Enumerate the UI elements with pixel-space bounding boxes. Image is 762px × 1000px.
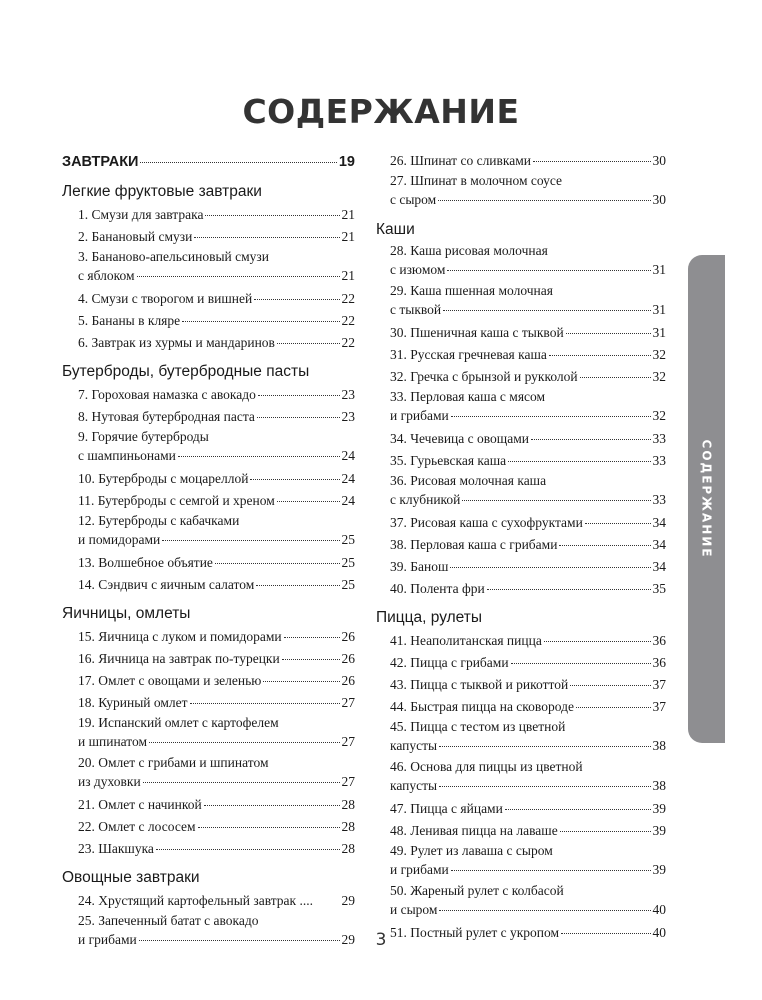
toc-entry — [376, 882, 666, 922]
toc-entry — [62, 714, 355, 754]
leader-dots — [190, 703, 340, 704]
toc-entry — [376, 696, 666, 718]
leader-dots — [215, 563, 340, 564]
entry-title: 15. Яичница с луком и помидорами — [78, 629, 282, 644]
page-ref: 37 — [652, 699, 666, 714]
leader-dots — [451, 870, 651, 871]
toc-entry — [62, 794, 355, 816]
toc-entry — [376, 172, 666, 212]
page-ref: 37 — [652, 677, 666, 692]
toc-entry — [376, 578, 666, 600]
entry-title: 32. Гречка с брынзой и рукколой — [390, 369, 578, 384]
entry-title: 43. Пицца с тыквой и рикоттой — [390, 677, 569, 692]
entry-title: 16. Яичница на завтрак по-турецки — [78, 651, 280, 666]
leader-dots — [149, 742, 339, 743]
toc-entry — [376, 282, 666, 322]
page-ref: 26 — [341, 651, 355, 666]
toc-group-heading: Легкие фруктовые завтраки — [62, 183, 262, 200]
entry-title: 17. Омлет с овощами и зеленью — [78, 673, 262, 688]
page-ref: 38 — [652, 738, 666, 753]
entry-title: 26. Шпинат со сливками — [390, 153, 532, 168]
entry-title: 30. Пшеничная каша с тыквой — [390, 325, 564, 340]
page-ref: 40 — [652, 902, 666, 917]
toc-entry — [62, 248, 355, 288]
leader-dots — [143, 782, 340, 783]
entry-title: 41. Неаполитанская пицца — [390, 633, 542, 648]
toc-entry — [376, 450, 666, 472]
entry-title-line: 20. Омлет с грибами и шпинатом — [78, 755, 269, 770]
toc-group-heading: Пицца, рулеты — [376, 609, 483, 626]
toc-entry — [62, 552, 355, 574]
page-ref: 40 — [652, 925, 666, 940]
entry-title: 35. Гурьевская каша — [390, 453, 507, 468]
toc-entry — [376, 150, 666, 172]
leader-dots — [566, 333, 651, 334]
page-ref: 27 — [341, 774, 355, 789]
entry-title-line: 33. Перловая каша с мясом — [390, 389, 546, 404]
entry-title: и помидорами — [78, 532, 161, 547]
entry-title-line: 28. Каша рисовая молочная — [390, 243, 548, 258]
entry-title-line: 36. Рисовая молочная каша — [390, 473, 547, 488]
entry-title: и сыром — [390, 902, 438, 917]
page-title: СОДЕРЖАНИЕ — [242, 92, 520, 131]
page-ref: 31 — [652, 302, 666, 317]
page-ref: 36 — [652, 633, 666, 648]
leader-dots — [533, 161, 650, 162]
page-ref: 27 — [341, 695, 355, 710]
page-ref: 31 — [652, 325, 666, 340]
toc-entry — [376, 718, 666, 758]
page-ref: 28 — [341, 797, 355, 812]
page-ref: 21 — [341, 268, 355, 283]
entry-title: 13. Волшебное объятие — [78, 555, 213, 570]
toc-entry — [376, 758, 666, 798]
leader-dots — [511, 663, 651, 664]
page-ref: 22 — [341, 291, 355, 306]
page-ref: 28 — [341, 841, 355, 856]
page-ref: 38 — [652, 778, 666, 793]
entry-title: и шпинатом — [78, 734, 148, 749]
entry-title: 18. Куриный омлет — [78, 695, 188, 710]
leader-dots — [544, 641, 651, 642]
entry-title: 22. Омлет с лососем — [78, 819, 196, 834]
toc-entry — [62, 428, 355, 468]
toc-entry — [376, 322, 666, 344]
entry-title-line: 45. Пицца с тестом из цветной — [390, 719, 566, 734]
entry-title: 44. Быстрая пицца на сковороде — [390, 699, 574, 714]
page-ref: 28 — [341, 819, 355, 834]
entry-title: 34. Чечевица с овощами — [390, 431, 529, 446]
toc-entry — [62, 332, 355, 354]
entry-title: 31. Русская гречневая каша — [390, 347, 547, 362]
entry-title: 40. Полента фри — [390, 581, 485, 596]
page-ref: 32 — [652, 369, 666, 384]
toc-entry — [62, 512, 355, 552]
page-ref: 31 — [652, 262, 666, 277]
entry-title-line: 46. Основа для пиццы из цветной — [390, 759, 583, 774]
entry-title: из духовки — [78, 774, 141, 789]
entry-title: с шампиньонами — [78, 448, 176, 463]
page-ref: 39 — [652, 862, 666, 877]
entry-title: с тыквой — [390, 302, 442, 317]
leader-dots — [438, 200, 650, 201]
toc-entry — [376, 534, 666, 556]
leader-dots — [284, 637, 340, 638]
toc-entry — [62, 288, 355, 310]
toc-group-heading: Бутерброды, бутербродные пасты — [62, 363, 310, 380]
leader-dots — [140, 162, 336, 163]
page-ref: 32 — [652, 347, 666, 362]
toc-entry — [62, 838, 355, 860]
leader-dots — [585, 523, 651, 524]
leader-dots — [559, 545, 650, 546]
entry-title: и грибами — [390, 408, 449, 423]
leader-dots — [439, 786, 650, 787]
toc-entry — [62, 490, 355, 512]
entry-title: и грибами — [390, 862, 449, 877]
leader-dots — [443, 310, 650, 311]
page-ref: 26 — [341, 629, 355, 644]
page-ref: 25 — [341, 555, 355, 570]
leader-dots — [451, 416, 651, 417]
toc-entry — [62, 670, 355, 692]
entry-title: капусты — [390, 738, 438, 753]
side-tab — [688, 255, 725, 743]
entry-title: 42. Пицца с грибами — [390, 655, 509, 670]
leader-dots — [576, 707, 651, 708]
page-ref: 21 — [341, 229, 355, 244]
page-ref: 23 — [341, 387, 355, 402]
toc-entry — [376, 630, 666, 652]
entry-title: 2. Банановый смузи — [78, 229, 193, 244]
leader-dots — [277, 343, 340, 344]
entry-title-line: 29. Каша пшенная молочная — [390, 283, 553, 298]
entry-title: 14. Сэндвич с яичным салатом — [78, 577, 255, 592]
entry-title: 24. Хрустящий картофельный завтрак .... — [78, 893, 313, 908]
page-number: 3 — [375, 930, 387, 950]
entry-title: 23. Шакшука — [78, 841, 154, 856]
toc-entry — [376, 366, 666, 388]
entry-title: 37. Рисовая каша с сухофруктами — [390, 515, 583, 530]
leader-dots — [254, 299, 339, 300]
page-ref: 23 — [341, 409, 355, 424]
entry-title: 21. Омлет с начинкой — [78, 797, 202, 812]
leader-dots — [450, 567, 650, 568]
leader-dots — [156, 849, 340, 850]
toc-entry — [376, 388, 666, 428]
toc-entry — [376, 344, 666, 366]
page-ref: 39 — [652, 801, 666, 816]
page-ref: 25 — [341, 532, 355, 547]
entry-title: капусты — [390, 778, 438, 793]
entry-title-line: 19. Испанский омлет с картофелем — [78, 715, 279, 730]
leader-dots — [549, 355, 651, 356]
toc-entry — [62, 204, 355, 226]
toc-entry — [62, 310, 355, 332]
leader-dots — [580, 377, 651, 378]
toc-group-heading: Яичницы, омлеты — [62, 605, 191, 622]
leader-dots — [198, 827, 340, 828]
leader-dots — [447, 270, 650, 271]
entry-title: 10. Бутерброды с моцареллой — [78, 471, 249, 486]
leader-dots — [256, 585, 339, 586]
entry-title-line: 12. Бутерброды с кабачками — [78, 513, 240, 528]
leader-dots — [282, 659, 340, 660]
entry-title: с изюмом — [390, 262, 446, 277]
page-ref: 26 — [341, 673, 355, 688]
page-ref: 22 — [341, 335, 355, 350]
entry-title: 6. Завтрак из хурмы и мандаринов — [78, 335, 275, 350]
entry-title-line: 25. Запеченный батат с авокадо — [78, 913, 259, 928]
leader-dots — [505, 809, 651, 810]
toc-entry — [376, 428, 666, 450]
entry-title: 7. Гороховая намазка с авокадо — [78, 387, 256, 402]
entry-title: 51. Постный рулет с укропом — [390, 925, 560, 940]
page-ref: 25 — [341, 577, 355, 592]
leader-dots — [182, 321, 339, 322]
toc-entry — [376, 842, 666, 882]
toc-entry — [62, 384, 355, 406]
toc-entry — [62, 890, 355, 912]
toc-right-column — [376, 150, 666, 944]
leader-dots — [570, 685, 650, 686]
leader-dots — [137, 276, 340, 277]
entry-title: 4. Смузи с творогом и вишней — [78, 291, 253, 306]
entry-title: и грибами — [78, 932, 137, 947]
leader-dots — [178, 456, 340, 457]
page-ref: 21 — [341, 207, 355, 222]
toc-group-heading: Каши — [376, 221, 415, 238]
toc-entry — [376, 556, 666, 578]
toc-left-column — [62, 150, 355, 952]
page-ref: 22 — [341, 313, 355, 328]
leader-dots — [508, 461, 650, 462]
entry-title: с яблоком — [78, 268, 135, 283]
page-ref: 39 — [652, 823, 666, 838]
toc-entry — [376, 820, 666, 842]
entry-title: 1. Смузи для завтрака — [78, 207, 204, 222]
entry-title: 38. Перловая каша с грибами — [390, 537, 558, 552]
page-ref: 30 — [652, 153, 666, 168]
page-ref: 33 — [652, 431, 666, 446]
entry-title: 39. Банош — [390, 559, 449, 574]
leader-dots — [439, 746, 650, 747]
toc-entry — [62, 692, 355, 714]
page-ref: 24 — [341, 471, 355, 486]
toc-group-heading: Овощные завтраки — [62, 869, 200, 886]
entry-title: с сыром — [390, 192, 437, 207]
entry-title: 5. Бананы в кляре — [78, 313, 181, 328]
page-ref: 33 — [652, 453, 666, 468]
leader-dots — [257, 417, 340, 418]
leader-dots — [250, 479, 339, 480]
toc-entry — [376, 652, 666, 674]
page-ref: 29 — [341, 932, 355, 947]
entry-title: с клубникой — [390, 492, 461, 507]
page-ref: 30 — [652, 192, 666, 207]
page-ref: 32 — [652, 408, 666, 423]
page-ref: 34 — [652, 537, 666, 552]
entry-title-line: 27. Шпинат в молочном соусе — [390, 173, 563, 188]
toc-entry — [62, 574, 355, 596]
leader-dots — [263, 681, 339, 682]
toc-entry — [376, 512, 666, 534]
entry-title: 48. Ленивая пицца на лаваше — [390, 823, 558, 838]
toc-section — [62, 150, 355, 174]
toc-entry — [376, 242, 666, 282]
leader-dots — [204, 805, 340, 806]
page-ref: 27 — [341, 734, 355, 749]
page-ref: 34 — [652, 515, 666, 530]
entry-title-line: 9. Горячие бутерброды — [78, 429, 209, 444]
entry-title: 47. Пицца с яйцами — [390, 801, 503, 816]
toc-entry — [376, 674, 666, 696]
leader-dots — [439, 910, 650, 911]
page-ref: 33 — [652, 492, 666, 507]
leader-dots — [162, 540, 339, 541]
page-ref: 36 — [652, 655, 666, 670]
page-ref: 35 — [652, 581, 666, 596]
toc-entry — [376, 798, 666, 820]
page-ref: 19 — [338, 154, 355, 170]
leader-dots — [531, 439, 651, 440]
section-title: ЗАВТРАКИ — [62, 154, 139, 170]
leader-dots — [487, 589, 651, 590]
entry-title-line: 50. Жареный рулет с колбасой — [390, 883, 564, 898]
leader-dots — [205, 215, 339, 216]
leader-dots — [258, 395, 340, 396]
leader-dots — [560, 831, 651, 832]
page-ref: 34 — [652, 559, 666, 574]
toc-entry — [62, 626, 355, 648]
toc-entry — [62, 406, 355, 428]
toc-entry — [62, 226, 355, 248]
side-tab-label: СОДЕРЖАНИЕ — [699, 439, 714, 559]
toc-entry — [62, 648, 355, 670]
toc-entry — [62, 754, 355, 794]
entry-title-line: 49. Рулет из лаваша с сыром — [390, 843, 553, 858]
page-ref: 29 — [341, 893, 355, 908]
entry-title: 11. Бутерброды с семгой и хреном — [78, 493, 275, 508]
leader-dots — [194, 237, 339, 238]
toc-entry — [376, 472, 666, 512]
toc-entry — [62, 468, 355, 490]
toc-entry — [62, 816, 355, 838]
entry-title: 8. Нутовая бутербродная паста — [78, 409, 255, 424]
leader-dots — [277, 501, 340, 502]
page-ref: 24 — [341, 448, 355, 463]
page-ref: 24 — [341, 493, 355, 508]
leader-dots — [462, 500, 650, 501]
entry-title-line: 3. Бананово-апельсиновый смузи — [78, 249, 269, 264]
